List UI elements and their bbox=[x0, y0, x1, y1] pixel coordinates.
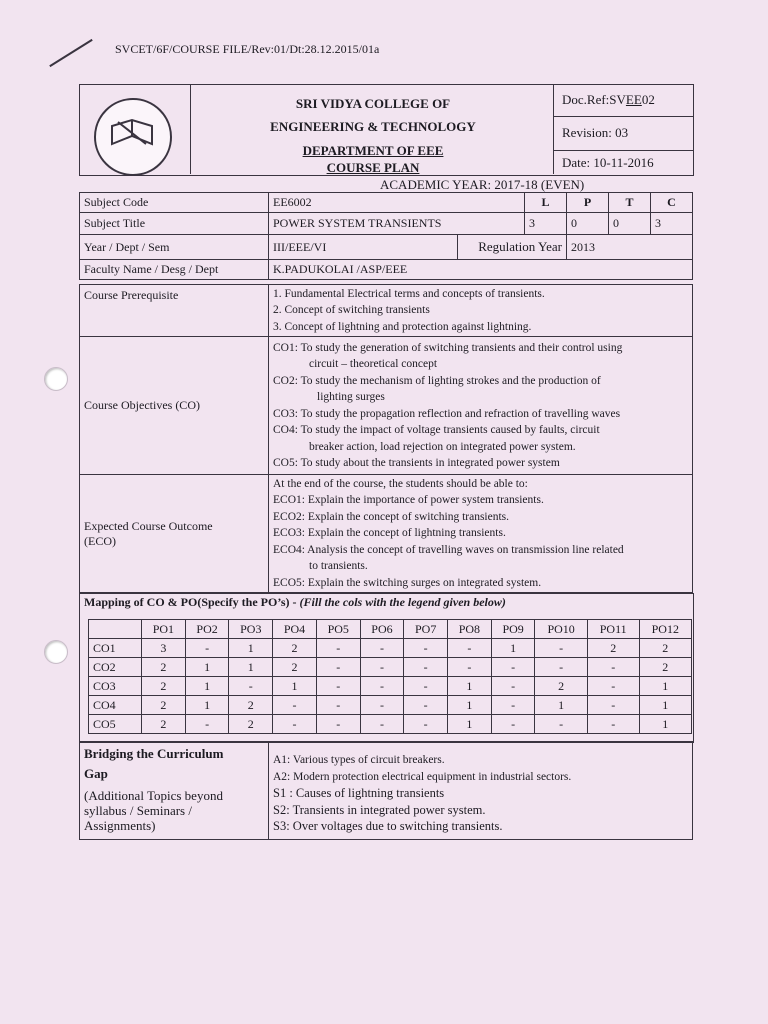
mapping-column-header: PO3 bbox=[229, 620, 273, 639]
mapping-cell: - bbox=[535, 715, 587, 734]
mapping-cell: - bbox=[360, 715, 404, 734]
mapping-cell: - bbox=[273, 696, 317, 715]
mapping-cell: 1 bbox=[535, 696, 587, 715]
mapping-cell: 1 bbox=[639, 715, 691, 734]
mapping-cell: 2 bbox=[639, 639, 691, 658]
college-title: SRI VIDYA COLLEGE OF ENGINEERING & TECHNOLOGY DEPARTMENT OF EEE COURSE PLAN bbox=[270, 96, 476, 175]
mapping-column-header: PO2 bbox=[185, 620, 229, 639]
mapping-cell: 3 bbox=[142, 639, 186, 658]
mapping-cell: - bbox=[491, 677, 535, 696]
mapping-cell: - bbox=[587, 696, 639, 715]
mapping-cell: - bbox=[491, 715, 535, 734]
punch-hole-bottom bbox=[44, 640, 68, 664]
mapping-cell: 1 bbox=[229, 658, 273, 677]
mapping-column-header: PO7 bbox=[404, 620, 448, 639]
mapping-cell: - bbox=[360, 639, 404, 658]
mapping-cell: - bbox=[229, 677, 273, 696]
mapping-cell: - bbox=[404, 639, 448, 658]
outcomes-label: Expected Course Outcome (ECO) bbox=[80, 475, 269, 593]
mapping-column-header: PO10 bbox=[535, 620, 587, 639]
mapping-cell: 2 bbox=[587, 639, 639, 658]
bridging-label: Bridging the Curriculum Gap (Additional Topics beyond syllabus / Seminars / Assignments) bbox=[80, 742, 269, 840]
mapping-cell: 2 bbox=[229, 715, 273, 734]
mapping-cell: 2 bbox=[273, 658, 317, 677]
mapping-title: Mapping of CO & PO(Specify the PO’s) - (Fill the cols with the legend given below) bbox=[84, 595, 506, 609]
mapping-cell: - bbox=[360, 658, 404, 677]
bridging-items: A1: Various types of circuit breakers. A2: Modern protection electrical equipment in industrial sectors. S1 : Causes of lightning transients S2: Transients in integrated power system. S3: Over voltages due to switching transients. bbox=[269, 742, 693, 840]
mapping-cell: - bbox=[316, 696, 360, 715]
mapping-cell: 2 bbox=[535, 677, 587, 696]
mapping-cell: - bbox=[360, 696, 404, 715]
mapping-cell: - bbox=[587, 715, 639, 734]
mapping-row-label: CO1 bbox=[89, 639, 142, 658]
mapping-cell: 2 bbox=[142, 658, 186, 677]
outcomes-list: At the end of the course, the students should be able to: ECO1: Explain the importance of power system transients. ECO2: Explain the concept of switching transients. ECO3: Explain the concept of lightning transients. ECO4: Analysis the concept of travelling waves on transmission line related to transients. ECO5: Explain the switching surges on integrated system. bbox=[269, 475, 693, 593]
mapping-cell: - bbox=[316, 639, 360, 658]
bridging-table bbox=[79, 741, 693, 840]
mapping-cell: 1 bbox=[185, 658, 229, 677]
mapping-cell: 2 bbox=[229, 696, 273, 715]
mapping-cell: - bbox=[535, 639, 587, 658]
mapping-cell: - bbox=[404, 696, 448, 715]
mapping-row bbox=[89, 715, 692, 734]
mapping-cell: 1 bbox=[229, 639, 273, 658]
mapping-cell: 1 bbox=[639, 677, 691, 696]
mapping-cell: 1 bbox=[273, 677, 317, 696]
mapping-cell: 1 bbox=[491, 639, 535, 658]
objectives-list: CO1: To study the generation of switching transients and their control using circuit – theoretical concept CO2: To study the mechanism of lighting strokes and the production of lighting surges CO3: To study the propagation reflection and refraction of travelling waves CO4: To study the impact of voltage transients caused by faults, circuit breaker action, load rejection on integrated power system. CO5: To study about the transients in integrated power system bbox=[269, 337, 693, 475]
mapping-cell: - bbox=[587, 658, 639, 677]
mapping-cell: 1 bbox=[185, 696, 229, 715]
mapping-cell: 1 bbox=[185, 677, 229, 696]
mapping-column-header: PO6 bbox=[360, 620, 404, 639]
mapping-cell: 1 bbox=[448, 677, 492, 696]
mapping-column-header: PO12 bbox=[639, 620, 691, 639]
mapping-column-header: PO1 bbox=[142, 620, 186, 639]
mapping-cell: - bbox=[404, 715, 448, 734]
prerequisite-label: Course Prerequisite bbox=[80, 285, 269, 337]
mapping-column-header: PO5 bbox=[316, 620, 360, 639]
mapping-row-label: CO3 bbox=[89, 677, 142, 696]
course-details-table bbox=[79, 284, 693, 593]
mapping-cell: 2 bbox=[142, 715, 186, 734]
mapping-cell: - bbox=[404, 658, 448, 677]
mapping-column-header: PO8 bbox=[448, 620, 492, 639]
mapping-cell: - bbox=[535, 658, 587, 677]
mapping-cell: - bbox=[587, 677, 639, 696]
mapping-row bbox=[89, 696, 692, 715]
mapping-row bbox=[89, 658, 692, 677]
mapping-corner-cell bbox=[89, 620, 142, 639]
objectives-label: Course Objectives (CO) bbox=[80, 337, 269, 475]
co-po-mapping-table bbox=[88, 619, 692, 734]
mapping-row-label: CO4 bbox=[89, 696, 142, 715]
mapping-row-label: CO5 bbox=[89, 715, 142, 734]
mapping-cell: - bbox=[316, 677, 360, 696]
mapping-column-header: PO9 bbox=[491, 620, 535, 639]
mapping-cell: - bbox=[404, 677, 448, 696]
mapping-cell: - bbox=[491, 696, 535, 715]
mapping-cell: 1 bbox=[448, 696, 492, 715]
doc-ref: Doc.Ref:SVEE02 bbox=[562, 92, 655, 107]
mapping-cell: - bbox=[448, 658, 492, 677]
pen-mark bbox=[49, 39, 92, 67]
mapping-cell: 1 bbox=[448, 715, 492, 734]
mapping-cell: 2 bbox=[142, 677, 186, 696]
book-emblem-icon bbox=[108, 114, 156, 154]
mapping-row bbox=[89, 677, 692, 696]
date: Date: 10-11-2016 bbox=[562, 155, 654, 170]
punch-hole-top bbox=[44, 367, 68, 391]
academic-year: ACADEMIC YEAR: 2017-18 (EVEN) bbox=[380, 177, 585, 192]
mapping-column-header: PO4 bbox=[273, 620, 317, 639]
mapping-cell: - bbox=[185, 715, 229, 734]
mapping-cell: - bbox=[448, 639, 492, 658]
mapping-cell: - bbox=[316, 715, 360, 734]
mapping-cell: - bbox=[316, 658, 360, 677]
mapping-cell: 2 bbox=[273, 639, 317, 658]
mapping-cell: 2 bbox=[142, 696, 186, 715]
mapping-cell: 2 bbox=[639, 658, 691, 677]
mapping-cell: - bbox=[360, 677, 404, 696]
mapping-header-row bbox=[89, 620, 692, 639]
prerequisite-list: 1. Fundamental Electrical terms and concepts of transients. 2. Concept of switching transients 3. Concept of lightning and protection against lightning. bbox=[269, 285, 693, 337]
subject-info-table: Subject Code EE6002 L P T C Subject Title POWER SYSTEM TRANSIENTS 3 0 0 3 Year / Dept / Sem III/EEE/VI Regulation Year 2013 Faculty Name / Desg / Dept K.PADUKOLAI /ASP/EEE bbox=[79, 192, 693, 280]
mapping-row-label: CO2 bbox=[89, 658, 142, 677]
mapping-column-header: PO11 bbox=[587, 620, 639, 639]
mapping-cell: 1 bbox=[639, 696, 691, 715]
document-reference-code: SVCET/6F/COURSE FILE/Rev:01/Dt:28.12.2015/01a bbox=[115, 42, 380, 56]
mapping-cell: - bbox=[273, 715, 317, 734]
mapping-cell: - bbox=[185, 639, 229, 658]
revision: Revision: 03 bbox=[562, 125, 629, 140]
mapping-row bbox=[89, 639, 692, 658]
mapping-cell: - bbox=[491, 658, 535, 677]
